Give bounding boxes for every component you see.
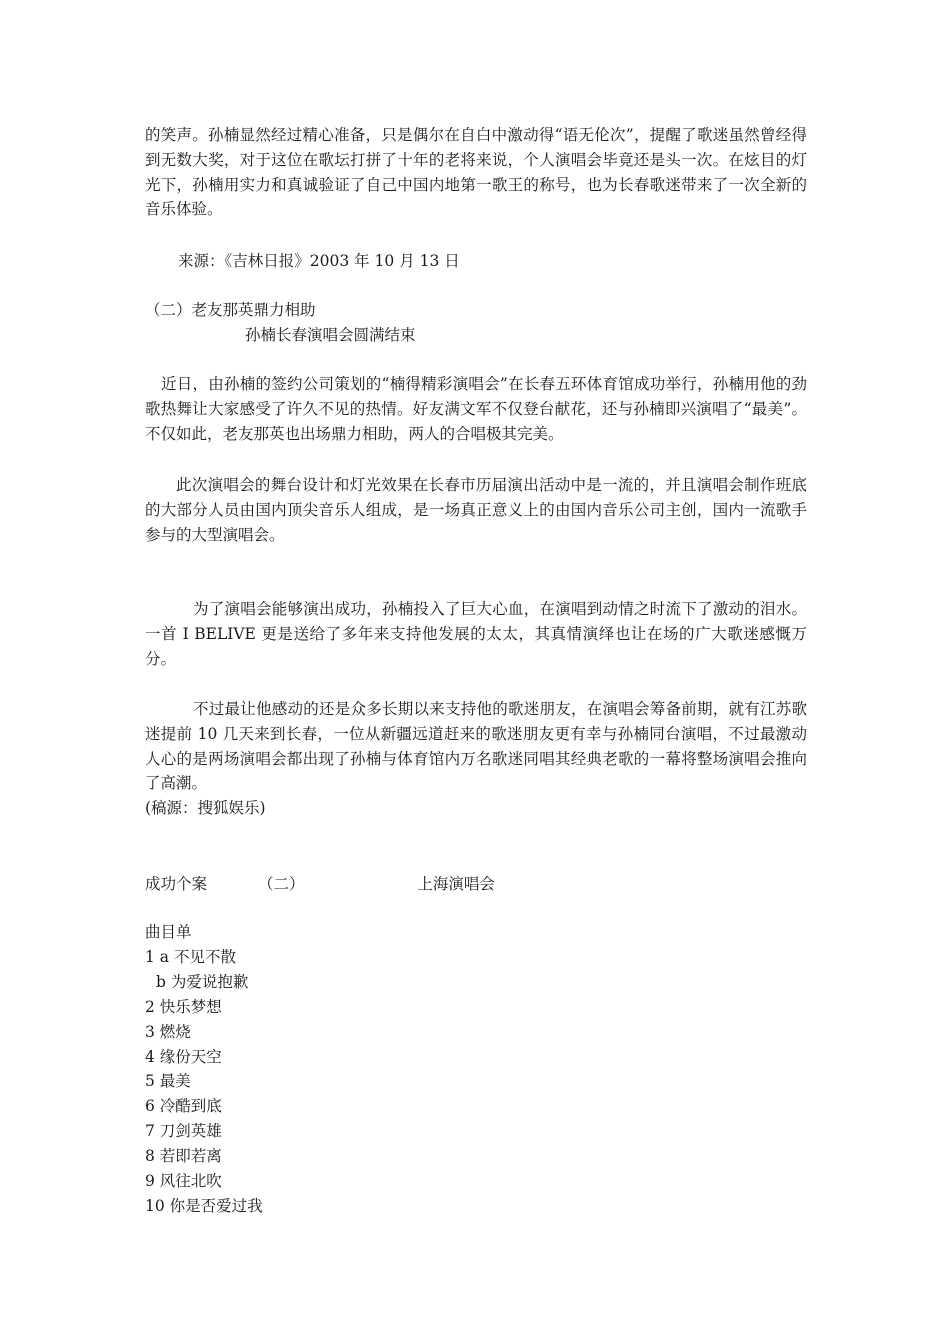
list-item: b 为爱说抱歉 bbox=[156, 972, 249, 991]
case-label: 成功个案 bbox=[145, 875, 208, 893]
list-item: 1 a 不见不散 bbox=[145, 947, 236, 966]
paragraph-fans: 不过最让他感动的还是众多长期以来支持他的歌迷朋友，在演唱会筹备前期，就有江苏歌迷提前 10 几天来到长春，一位从新疆远道赶来的歌迷朋友更有幸与孙楠同台演唱，不过最激动人心的是两场演唱会都出现了孙楠与体育馆内万名歌迷同唱其经典老歌的一幕将整场演唱会推向了高潮。 bbox=[145, 700, 807, 793]
setlist bbox=[145, 920, 263, 1219]
list-item: 10 你是否爱过我 bbox=[145, 1196, 263, 1215]
paragraph-concert-review-end: 的笑声。孙楠显然经过精心准备，只是偶尔在自白中激动得“语无伦次”，提醒了歌迷虽然曾经得到无数大奖，对于这位在歌坛打拼了十年的老将来说，个人演唱会毕竟还是头一次。在炫目的灯光下，孙楠用实力和真诚验证了自己中国内地第一歌王的称号，也为长春歌迷带来了一次全新的音乐体验。 bbox=[145, 126, 807, 219]
section-heading: （二）老友那英鼎力相助 bbox=[145, 301, 316, 319]
source-sohu: (稿源：搜狐娱乐) bbox=[145, 799, 266, 817]
source-jilin-daily: 来源：《吉林日报》2003 年 10 月 13 日 bbox=[178, 252, 460, 270]
list-item: 2 快乐梦想 bbox=[145, 997, 222, 1016]
list-item: 4 缘份天空 bbox=[145, 1047, 222, 1066]
paragraph-emotional-moment: 为了演唱会能够演出成功，孙楠投入了巨大心血，在演唱到动情之时流下了激动的泪水。一首 I BELIVE 更是送给了多年来支持他发展的太太，其真情演绎也让在场的广大歌迷感慨万分。 bbox=[145, 600, 807, 668]
paragraph-stage-design: 此次演唱会的舞台设计和灯光效果在长春市历届演出活动中是一流的，并且演唱会制作班底的大部分人员由国内顶尖音乐人组成，是一场真正意义上的由国内音乐公司主创，国内一流歌手参与的大型演唱会。 bbox=[145, 476, 807, 544]
list-item: 3 燃烧 bbox=[145, 1022, 191, 1041]
paragraph-concert-intro: 近日，由孙楠的签约公司策划的“楠得精彩演唱会”在长春五环体育馆成功举行，孙楠用他的劲歌热舞让大家感受了许久不见的热情。好友满文军不仅登台献花，还与孙楠即兴演唱了“最美”。不仅如此，老友那英也出场鼎力相助，两人的合唱极其完美。 bbox=[145, 375, 807, 443]
list-item: 7 刀剑英雄 bbox=[145, 1122, 222, 1141]
section-subheading: 孙楠长春演唱会圆满结束 bbox=[245, 326, 416, 344]
case-number: （二） bbox=[257, 875, 305, 893]
case-heading-row bbox=[145, 872, 495, 897]
case-title: 上海演唱会 bbox=[417, 875, 495, 893]
list-item: 5 最美 bbox=[145, 1072, 191, 1091]
list-item: 6 冷酷到底 bbox=[145, 1097, 222, 1116]
list-item: 9 风往北吹 bbox=[145, 1172, 222, 1191]
setlist-title: 曲目单 bbox=[145, 923, 192, 941]
list-item: 8 若即若离 bbox=[145, 1147, 222, 1166]
